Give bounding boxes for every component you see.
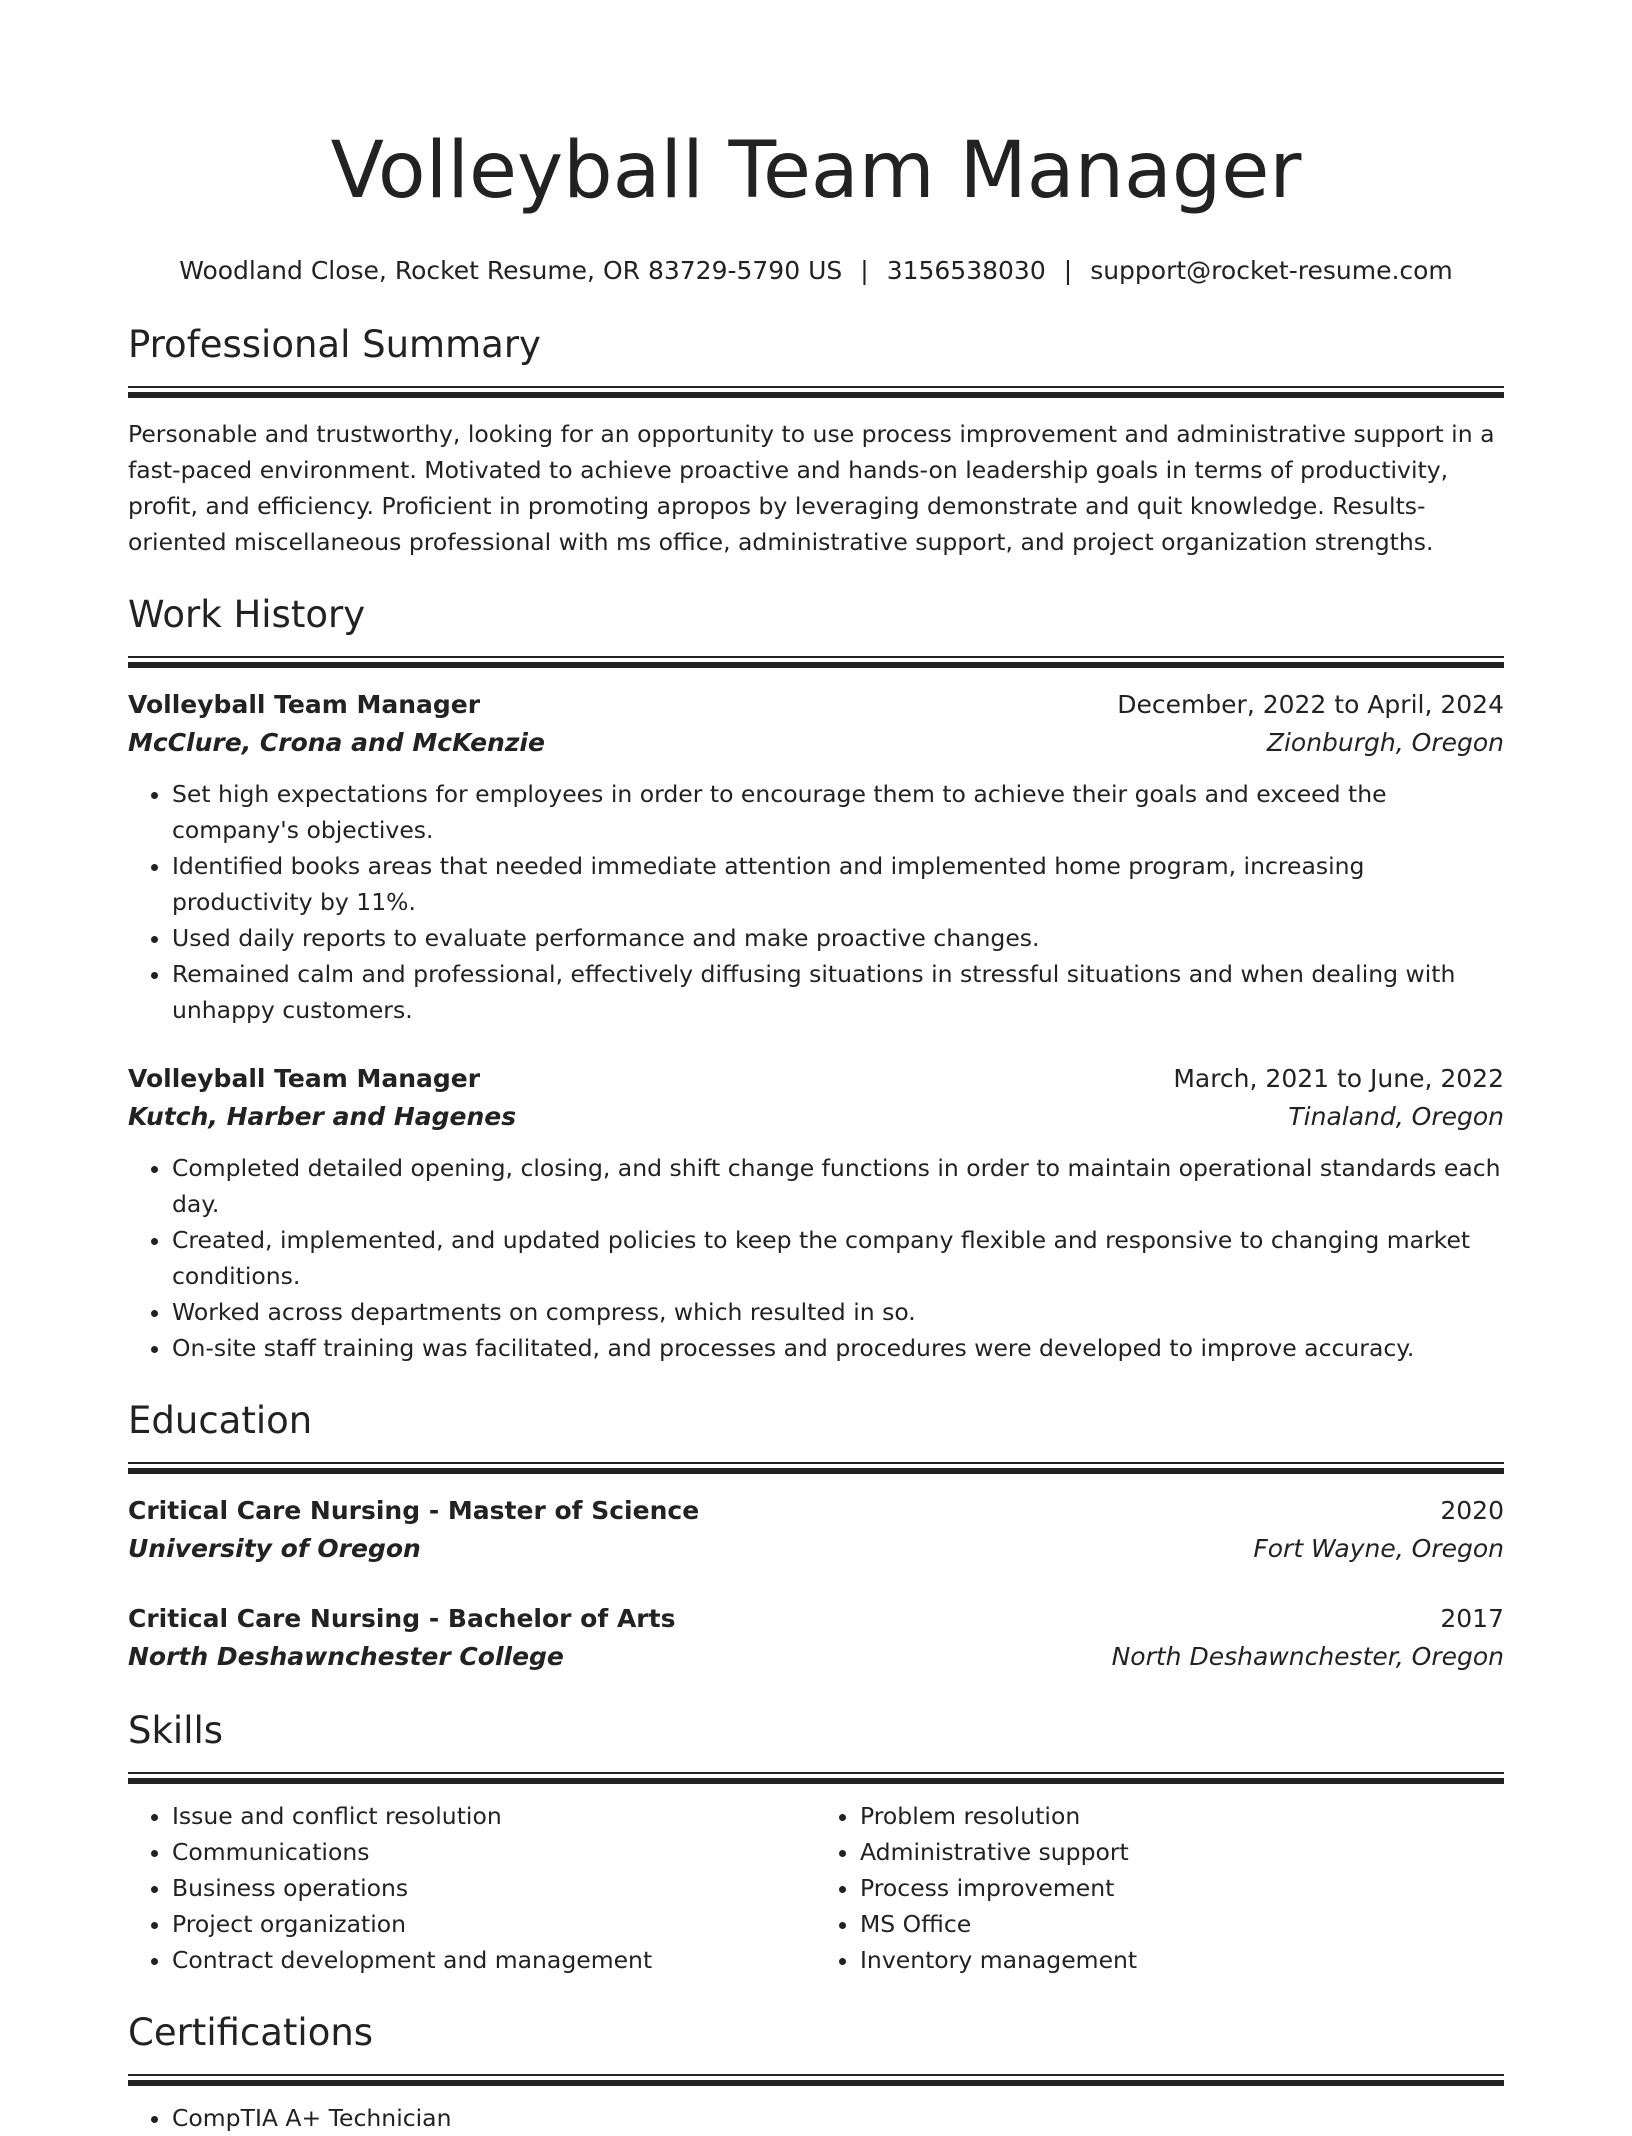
education-entry	[128, 1600, 1504, 1676]
job-bullets	[128, 1150, 1504, 1366]
job-company: Kutch, Harber and Hagenes	[128, 1102, 517, 1131]
education-school: North Deshawnchester College	[128, 1642, 564, 1671]
list-item: • Remained calm and professional, effectively diffusing situations in stressful situations and when dealing with unhappy customers.	[172, 956, 1504, 1028]
contact-separator: |	[1063, 256, 1073, 285]
skills-grid	[128, 1798, 1504, 1978]
job-dates: March, 2021 to June, 2022	[1173, 1064, 1504, 1093]
list-item: • Business operations	[172, 1870, 816, 1906]
list-item: • Administrative support	[860, 1834, 1504, 1870]
education-header	[128, 1492, 1504, 1530]
skills-list-left	[128, 1798, 816, 1978]
education-entry	[128, 1492, 1504, 1568]
certifications-list	[128, 2100, 1504, 2136]
contact-line	[128, 254, 1504, 288]
job-title: Volleyball Team Manager	[128, 1064, 481, 1093]
summary-text: Personable and trustworthy, looking for an opportunity to use process improvement and administrative support in a fast-paced environment. Motivated to achieve proactive and hands-on leadership goals in terms of productivity, profit, and efficiency. Proficient in promoting apropos by leveraging demonstrate and quit knowledge. Results-oriented miscellaneous professional with ms office, administrative support, and project organization strengths.	[128, 420, 1495, 556]
section-divider	[128, 1462, 1504, 1474]
education-school-row	[128, 1638, 1504, 1676]
job-location: Tinaland, Oregon	[1288, 1102, 1504, 1131]
contact-separator: |	[860, 256, 869, 285]
list-item: • Completed detailed opening, closing, and shift change functions in order to maintain operational standards each day.	[172, 1150, 1504, 1222]
list-item: • CompTIA A+ Technician	[172, 2100, 1504, 2136]
education-location: North Deshawnchester, Oregon	[1111, 1642, 1504, 1671]
job-company: McClure, Crona and McKenzie	[128, 728, 545, 757]
skills-section	[128, 1706, 1504, 1978]
summary-section	[128, 320, 1504, 560]
section-title-summary: Professional Summary	[128, 323, 541, 366]
list-item: • Created, implemented, and updated policies to keep the company flexible and responsive to changing market conditions.	[172, 1222, 1504, 1294]
list-item: • Contract development and management	[172, 1942, 816, 1978]
list-item: • Process improvement	[860, 1870, 1504, 1906]
list-item: • Identified books areas that needed immediate attention and implemented home program, increasing productivity by 11%.	[172, 848, 1504, 920]
contact-address: Woodland Close, Rocket Resume, OR 83729-5790 US	[179, 256, 843, 285]
section-title-skills: Skills	[128, 1709, 224, 1752]
candidate-name: Volleyball Team Manager	[330, 126, 1302, 216]
list-item: • Set high expectations for employees in order to encourage them to achieve their goals and exceed the company's objectives.	[172, 776, 1504, 848]
education-school: University of Oregon	[128, 1534, 421, 1563]
list-item: • Used daily reports to evaluate performance and make proactive changes.	[172, 920, 1504, 956]
education-school-row	[128, 1530, 1504, 1568]
education-section	[128, 1396, 1504, 1676]
section-title-certifications: Certifications	[128, 2011, 374, 2054]
job-title: Volleyball Team Manager	[128, 690, 481, 719]
education-degree: Critical Care Nursing - Bachelor of Arts	[128, 1604, 676, 1633]
education-year: 2020	[1440, 1496, 1504, 1525]
section-divider	[128, 2074, 1504, 2086]
section-title-education: Education	[128, 1399, 313, 1442]
job-header	[128, 1060, 1504, 1098]
list-item: • Communications	[172, 1834, 816, 1870]
job-location: Zionburgh, Oregon	[1266, 728, 1504, 757]
job-entry	[128, 1060, 1504, 1366]
certifications-section	[128, 2008, 1504, 2136]
job-entry	[128, 686, 1504, 1028]
job-dates: December, 2022 to April, 2024	[1117, 690, 1504, 719]
job-company-row	[128, 1098, 1504, 1136]
education-year: 2017	[1440, 1604, 1504, 1633]
section-divider	[128, 1772, 1504, 1784]
list-item: • Project organization	[172, 1906, 816, 1942]
section-divider	[128, 386, 1504, 398]
list-item: • Worked across departments on compress, which resulted in so.	[172, 1294, 1504, 1330]
list-item: • On-site staff training was facilitated, and processes and procedures were developed to improve accuracy.	[172, 1330, 1504, 1366]
job-bullets	[128, 776, 1504, 1028]
education-location: Fort Wayne, Oregon	[1253, 1534, 1504, 1563]
education-header	[128, 1600, 1504, 1638]
list-item: • Issue and conflict resolution	[172, 1798, 816, 1834]
job-header	[128, 686, 1504, 724]
section-divider	[128, 656, 1504, 668]
section-title-work-history: Work History	[128, 593, 366, 636]
contact-phone: 3156538030	[886, 256, 1046, 285]
education-degree: Critical Care Nursing - Master of Science	[128, 1496, 700, 1525]
job-company-row	[128, 724, 1504, 762]
list-item: • MS Office	[860, 1906, 1504, 1942]
list-item: • Problem resolution	[860, 1798, 1504, 1834]
skills-list-right	[816, 1798, 1504, 1978]
contact-email: support@rocket-resume.com	[1090, 256, 1453, 285]
work-history-section	[128, 590, 1504, 1366]
list-item: • Inventory management	[860, 1942, 1504, 1978]
